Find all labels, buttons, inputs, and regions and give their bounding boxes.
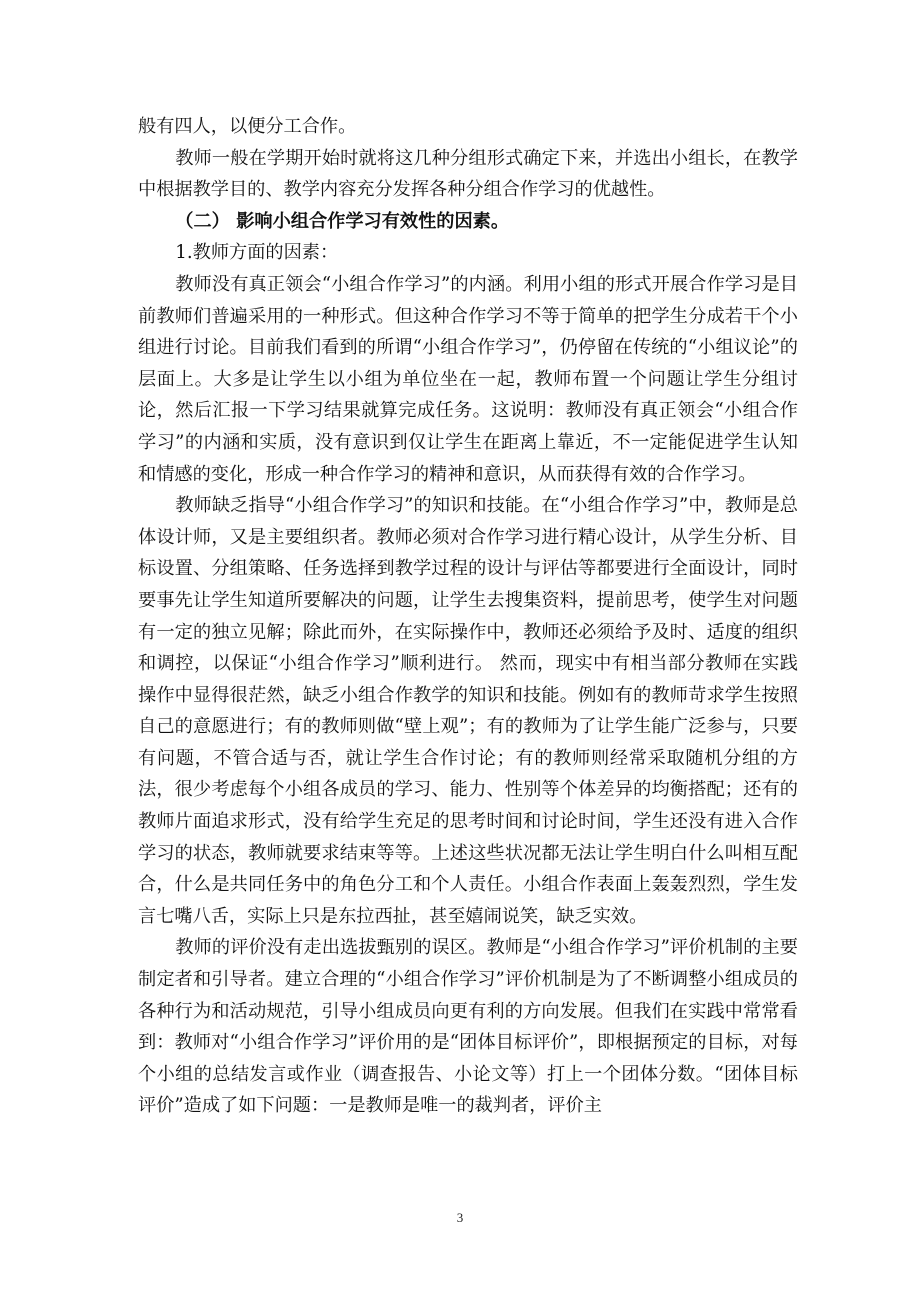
section-heading: （二） 影响小组合作学习有效性的因素。 xyxy=(175,210,510,232)
page-number: 3 xyxy=(456,1210,464,1225)
subsection-heading: 1.教师方面的因素： xyxy=(175,242,339,264)
paragraph-evaluation: 教师的评价没有走出选拔甄别的误区。教师是“小组合作学习”评价机制的主要制定者和引导者。建立合理的“小组合作学习”评价机制是为了不断调整小组成员的各种行为和活动规范，引导小组成员向更有利的方向发展。但我们在实践中常常看到：教师对“小组合作学习”评价用的是“团体目标评价”，即根据预定的目标，对每个小组的总结发言或作业（调查报告、小论文等）打上一个团体分数。“团体目标评价”造成了如下问题：一是教师是唯一的裁判者，评价主 xyxy=(138,937,798,1117)
paragraph-continuation: 般有四人，以便分工合作。 xyxy=(138,116,357,137)
document-body xyxy=(138,111,798,1122)
paragraph-guidance-skills: 教师缺乏指导“小组合作学习”的知识和技能。在“小组合作学习”中，教师是总体设计师，又是主要组织者。教师必须对合作学习进行精心设计，从学生分析、目标设置、分组策略、任务选择到教学过程的设计与评估等都要进行全面设计，同时要事先让学生知道所要解决的问题，让学生去搜集资料，提前思考，使学生对问题有一定的独立见解；除此而外，在实际操作中，教师还必须给予及时、适度的组织和调控，以保证“小组合作学习”顺利进行。 然而，现实中有相当部分教师在实践操作中显得很茫然，缺乏小组合作教学的知识和技能。例如有的教师苛求学生按照自己的意愿进行；有的教师则做“壁上观”；有的教师为了让学生能广泛参与，只要有问题，不管合适与否，就让学生合作讨论；有的教师则经常采取随机分组的方法，很少考虑每个小组各成员的学习、能力、性别等个体差异的均衡搭配；还有的教师片面追求形式，没有给学生充足的思考时间和讨论时间，学生还没有进入合作学习的状态，教师就要求结束等等。上述这些状况都无法让学生明白什么叫相互配合，什么是共同任务中的角色分工和个人责任。小组合作表面上轰轰烈烈，学生发言七嘴八舌，实际上只是东拉西扯，甚至嬉闹说笑，缺乏实效。 xyxy=(138,495,798,927)
paragraph-grouping: 教师一般在学期开始时就将这几种分组形式确定下来，并选出小组长，在教学中根据教学目的、教学内容充分发挥各种分组合作学习的优越性。 xyxy=(138,147,798,201)
paragraph-connotation: 教师没有真正领会“小组合作学习”的内涵。利用小组的形式开展合作学习是目前教师们普遍采用的一种形式。但这种合作学习不等于简单的把学生分成若干个小组进行讨论。目前我们看到的所谓“小组合作学习”，仍停留在传统的“小组议论”的层面上。大多是让学生以小组为单位坐在一起，教师布置一个问题让学生分组讨论，然后汇报一下学习结果就算完成任务。这说明：教师没有真正领会“小组合作学习”的内涵和实质，没有意识到仅让学生在距离上靠近，不一定能促进学生认知和情感的变化，形成一种合作学习的精神和意识，从而获得有效的合作学习。 xyxy=(138,273,798,485)
